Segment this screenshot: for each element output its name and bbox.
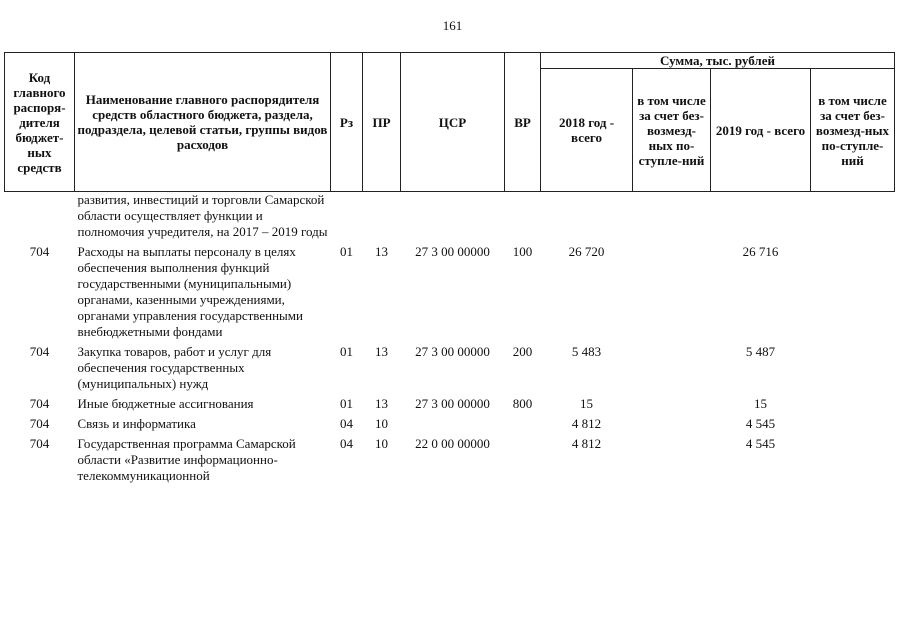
cell-pr: 13 [375,244,388,259]
header-2019-total: 2019 год - всего [711,69,811,192]
cell-sum-2019-free [811,344,895,396]
table-row [5,436,895,488]
cell-sum-2019: 26 716 [742,244,779,259]
cell-sum-2019-free [811,416,895,436]
cell-sum-2018-free [633,344,711,396]
cell-sum-2019: 5 487 [745,344,776,359]
table-row [5,244,895,344]
page-number: 161 [442,18,463,33]
cell-name: Расходы на выплаты персоналу в целях обеспечения выполнения функций государственными (муниципальными) органами, казенными учреждениями, органами управления государственными внебюджетными фондами [77,244,303,339]
cell-rz [331,192,363,245]
cell-csr: 27 3 00 00000 [415,396,490,411]
cell-vr: 100 [512,244,533,259]
cell-sum-2019: 4 545 [745,436,776,451]
cell-sum-2019-free [811,192,895,245]
cell-sum-2019-free [811,436,895,488]
cell-pr: 13 [375,344,388,359]
cell-code: 704 [29,416,50,431]
cell-rz: 01 [340,244,353,259]
table-row [5,192,895,245]
cell-sum-2018-free [633,436,711,488]
cell-name: Государственная программа Самарской области «Развитие информационно-телекоммуникационной [77,436,296,483]
table-row [5,416,895,436]
cell-vr: 200 [512,344,533,359]
cell-csr: 27 3 00 00000 [415,344,490,359]
cell-name: развития, инвестиций и торговли Самарской области осуществляет функции и полномочия учредителя, на 2017 – 2019 годы [77,192,328,239]
cell-pr [363,192,401,245]
cell-sum-2019-free [811,244,895,344]
cell-rz: 01 [340,396,353,411]
header-name: Наименование главного распорядителя средств областного бюджета, раздела, подраздела, целевой статьи, группы видов расходов [75,53,331,192]
cell-sum-2018-free [633,192,711,245]
cell-pr: 10 [375,436,388,451]
cell-sum-2018-free [633,416,711,436]
header-2018-total: 2018 год - всего [541,69,633,192]
cell-csr: 27 3 00 00000 [415,244,490,259]
table-row [5,396,895,416]
cell-csr: 22 0 00 00000 [415,436,490,451]
header-vr: ВР [505,53,541,192]
table-header [5,53,895,192]
cell-sum-2018: 5 483 [571,344,602,359]
cell-code [5,192,75,245]
cell-sum-2018: 4 812 [571,416,602,431]
cell-sum-2019-free [811,396,895,416]
table-body [5,192,895,489]
header-sum-group: Сумма, тыс. рублей [541,53,895,69]
cell-sum-2019: 15 [754,396,767,411]
cell-name: Иные бюджетные ассигнования [77,396,254,411]
cell-name: Связь и информатика [77,416,196,431]
cell-sum-2018-free [633,244,711,344]
header-2018-free: в том числе за счет без-возмезд-ных по-ступле-ний [633,69,711,192]
cell-sum-2018: 15 [580,396,593,411]
cell-sum-2018 [541,192,633,245]
cell-vr [505,436,541,488]
cell-sum-2019: 4 545 [745,416,776,431]
cell-code: 704 [29,244,50,259]
header-rz: Рз [331,53,363,192]
cell-pr: 10 [375,416,388,431]
cell-sum-2019 [711,192,811,245]
cell-code: 704 [29,344,50,359]
cell-vr [505,416,541,436]
header-csr: ЦСР [401,53,505,192]
header-code: Код главного распоря-дителя бюджет-ных средств [5,53,75,192]
cell-vr [505,192,541,245]
cell-name: Закупка товаров, работ и услуг для обеспечения государственных (муниципальных) нужд [77,344,272,391]
table-row [5,344,895,396]
cell-pr: 13 [375,396,388,411]
cell-csr [401,416,505,436]
cell-rz: 01 [340,344,353,359]
budget-table [4,52,895,488]
cell-sum-2018-free [633,396,711,416]
cell-rz: 04 [340,416,353,431]
cell-code: 704 [29,396,50,411]
cell-sum-2018: 26 720 [568,244,605,259]
header-2019-free: в том числе за счет без-возмезд-ных по-ступле-ний [811,69,895,192]
cell-code: 704 [29,436,50,451]
cell-csr [401,192,505,245]
cell-vr: 800 [512,396,533,411]
header-pr: ПР [363,53,401,192]
cell-rz: 04 [340,436,353,451]
cell-sum-2018: 4 812 [571,436,602,451]
